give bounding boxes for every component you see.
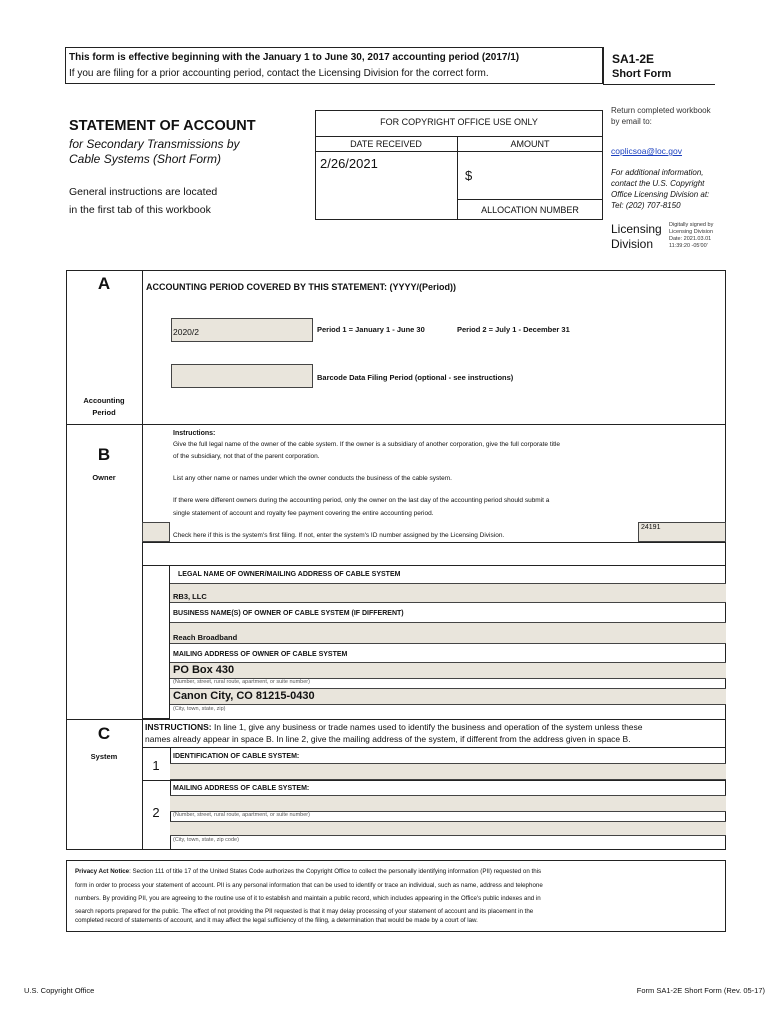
amount-label: AMOUNT <box>510 139 550 149</box>
system-city-input[interactable] <box>170 821 726 836</box>
effective-notice-line2: If you are filing for a prior accounting period, contact the Licensing Division for the correct form. <box>69 68 489 79</box>
city-hint: (City, town, state, zip) <box>173 706 226 712</box>
business-name-label: BUSINESS NAME(S) OF OWNER OF CABLE SYSTEM (IF DIFFERENT) <box>173 610 404 617</box>
section-b-inst-3: List any other name or names under which the owner conducts the business of the cable system. <box>173 475 452 482</box>
section-b-inst-2: of the subsidiary, not that of the parent corporation. <box>173 453 320 460</box>
city-value: Canon City, CO 81215-0430 <box>173 690 315 702</box>
section-b-inst-1: Give the full legal name of the owner of the cable system. If the owner is a subsidiary of another corporation, give the full corporate title <box>173 441 560 448</box>
section-b-inst-4: If there were different owners during the accounting period, only the owner on the last day of the accounting period should submit a <box>173 497 550 504</box>
first-filing-text: Check here if this is the system's first filing. If not, enter the system's ID number assigned by the Licensing Division. <box>173 532 505 539</box>
privacy-notice-line4: search reports prepared for the public. The effect of not providing the PII requested is that it may delay processing of your statement of account and its placement in the <box>75 908 534 915</box>
section-c-side-label: System <box>90 752 118 761</box>
mailing-address-label: MAILING ADDRESS OF OWNER OF CABLE SYSTEM <box>173 651 348 658</box>
barcode-period-input[interactable] <box>171 364 313 388</box>
form-code: SA1-2E <box>612 52 655 66</box>
contact-line1: For additional information, <box>611 168 704 177</box>
contact-line4: Tel: (202) 707-8150 <box>611 201 681 210</box>
street-value: PO Box 430 <box>173 664 235 676</box>
footer-right: Form SA1-2E Short Form (Rev. 05-17) <box>636 986 765 995</box>
barcode-period-label: Barcode Data Filing Period (optional - see instructions) <box>317 373 514 382</box>
section-c-instructions-1: INSTRUCTIONS: In line 1, give any business or trade names used to identify the business and operation of the system unless these <box>145 722 643 732</box>
office-use-header: FOR COPYRIGHT OFFICE USE ONLY <box>380 117 538 127</box>
return-line1: Return completed workbook <box>611 106 711 115</box>
legal-name-input[interactable] <box>170 583 726 603</box>
line-1-number: 1 <box>152 758 160 773</box>
system-street-hint: (Number, street, rural route, apartment, or suite number) <box>173 812 310 818</box>
amount-value[interactable]: $ <box>465 168 473 183</box>
business-name-input[interactable] <box>170 622 726 644</box>
privacy-notice-line1: Privacy Act Notice: Section 111 of title 17 of the United States Code authorizes the Copyright Office to collect the personally identifying information (PII) requested on this <box>75 868 542 875</box>
signature-details: Digitally signed by Licensing Division Date: 2021.03.01 11:39:20 -05'00' <box>669 222 714 249</box>
owner-block <box>142 565 170 719</box>
general-instructions-2: in the first tab of this workbook <box>69 204 211 216</box>
system-mailing-label: MAILING ADDRESS OF CABLE SYSTEM: <box>173 785 310 792</box>
section-a-side-label-1: Accounting <box>83 396 125 405</box>
general-instructions-1: General instructions are located <box>69 186 218 198</box>
signature-name-line2: Division <box>611 237 654 251</box>
return-email-link[interactable]: coplicsoa@loc.gov <box>611 146 682 156</box>
section-c-instructions-2: names already appear in space B. In line 2, give the mailing address of the system, if different from the address given in space B. <box>145 734 631 744</box>
date-received-value[interactable]: 2/26/2021 <box>320 156 378 171</box>
system-id-label: IDENTIFICATION OF CABLE SYSTEM: <box>173 753 300 760</box>
legal-name-label: LEGAL NAME OF OWNER/MAILING ADDRESS OF CABLE SYSTEM <box>178 571 401 578</box>
section-b-letter: B <box>97 445 111 464</box>
privacy-notice-line2: form in order to process your statement of account. PII is any personal information that can be used to identify or trace an individual, such as name, address and telephone <box>75 882 543 889</box>
privacy-notice-line5: completed record of statements of account, and it may affect the legal sufficiency of the filing, a determination that would be made by a court of law. <box>75 917 478 924</box>
statement-subtitle-2: Cable Systems (Short Form) <box>69 152 222 166</box>
section-c-letter: C <box>97 724 111 743</box>
return-line2: by email to: <box>611 117 652 126</box>
line-2-number: 2 <box>152 805 160 820</box>
system-city-hint: (City, town, state, zip code) <box>173 837 239 843</box>
accounting-period-value: 2020/2 <box>173 327 199 337</box>
section-b-side-label: Owner <box>92 473 116 482</box>
section-b-inst-5: single statement of account and royalty fee payment covering the entire accounting period. <box>173 510 434 517</box>
signature-name-line1: Licensing <box>611 222 662 236</box>
form-name: Short Form <box>612 68 672 80</box>
date-received-label: DATE RECEIVED <box>350 139 422 149</box>
system-street-input[interactable] <box>170 795 726 812</box>
section-a-letter: A <box>97 274 111 293</box>
legal-name-value: RB3, LLC <box>173 592 207 601</box>
period2-note: Period 2 = July 1 - December 31 <box>457 325 570 334</box>
first-filing-checkbox[interactable] <box>142 522 170 542</box>
allocation-number-label: ALLOCATION NUMBER <box>481 205 579 215</box>
street-hint: (Number, street, rural route, apartment, or suite number) <box>173 679 310 685</box>
business-name-value: Reach Broadband <box>173 633 238 642</box>
contact-line2: contact the U.S. Copyright <box>611 179 705 188</box>
footer-left: U.S. Copyright Office <box>24 986 95 995</box>
section-a-header: ACCOUNTING PERIOD COVERED BY THIS STATEMENT: (YYYY/(Period)) <box>146 282 457 292</box>
statement-subtitle-1: for Secondary Transmissions by <box>69 137 240 151</box>
effective-notice-line1: This form is effective beginning with the January 1 to June 30, 2017 accounting period (2017/1) <box>69 52 520 63</box>
statement-title: STATEMENT OF ACCOUNT <box>69 118 256 134</box>
section-b-instructions-label: Instructions: <box>173 430 216 437</box>
street-input[interactable] <box>170 662 726 679</box>
system-id-value: 24191 <box>641 524 661 531</box>
section-a-side-label-2: Period <box>92 408 116 417</box>
contact-line3: Office Licensing Division at: <box>611 190 710 199</box>
period1-note: Period 1 = January 1 - June 30 <box>317 325 425 334</box>
privacy-notice-line3: numbers. By providing PII, you are agreeing to the routine use of it to establish and maintain a public record, which includes appearing in the Office's public indexes and in <box>75 895 541 902</box>
system-identification-input[interactable] <box>170 763 726 780</box>
